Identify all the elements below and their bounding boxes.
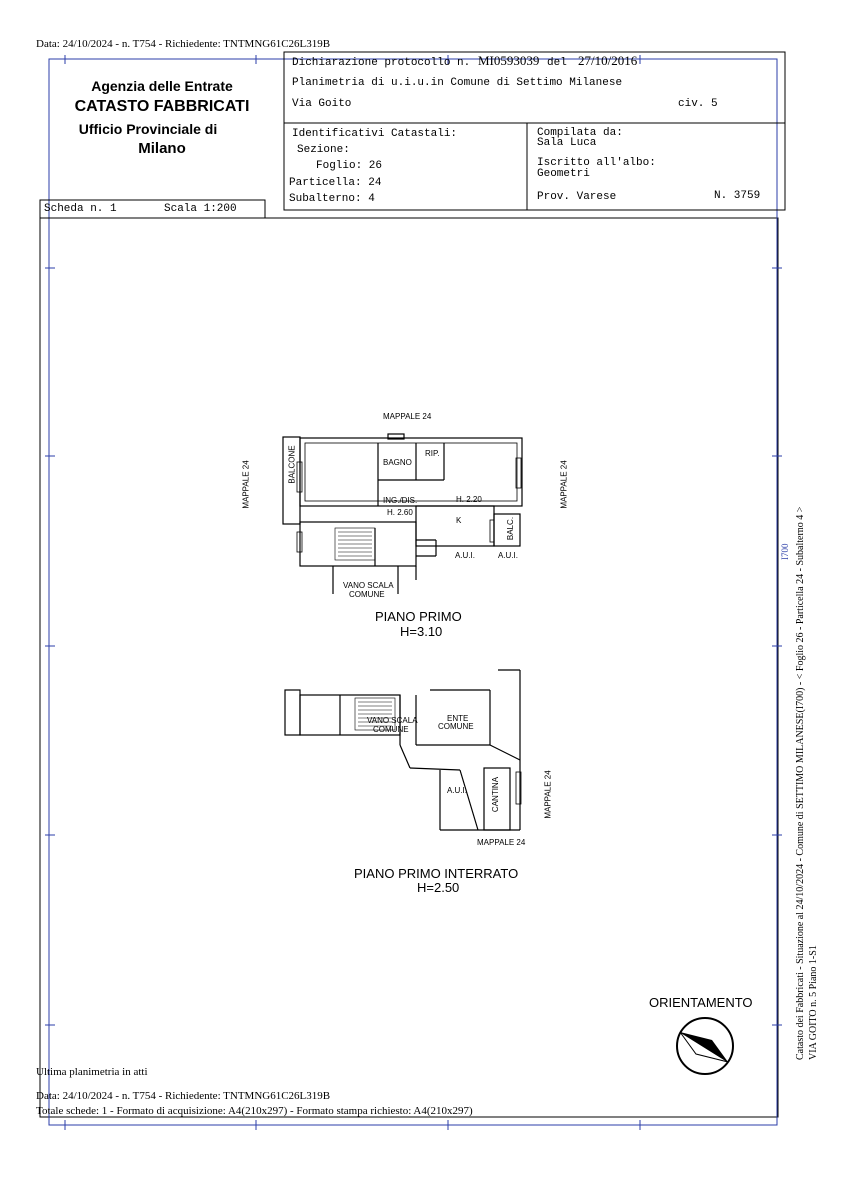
label-h220: H. 2.20	[456, 495, 482, 504]
label-comune: COMUNE	[349, 590, 385, 599]
orientamento-title: ORIENTAMENTO	[649, 995, 753, 1010]
label-vano-scala: VANO SCALA	[343, 581, 394, 590]
label-balcone: BALCONE	[287, 445, 297, 484]
compilata-prov: Prov. Varese	[537, 191, 617, 203]
footer-ultima: Ultima planimetria in atti	[36, 1066, 148, 1078]
protocol-number: MI0593039	[478, 53, 540, 68]
label-mappale-right: MAPPALE 24	[559, 460, 569, 509]
label-rip: RIP.	[425, 449, 440, 458]
side-code: I700	[780, 543, 790, 560]
side-note-2: VIA GOITO n. 5 Piano 1-S1	[808, 945, 819, 1060]
label-aui-2: A.U.I.	[498, 551, 519, 560]
compilata-title: Compilata da:	[537, 127, 623, 139]
label-mappale-bottom: MAPPALE 24	[477, 838, 526, 847]
ident-subalterno: Subalterno: 4	[289, 193, 375, 205]
protocol-label: Dichiarazione protocollo n.	[292, 57, 471, 69]
label-aui-1: A.U.I.	[455, 551, 476, 560]
label-mappale-right-2: MAPPALE 24	[543, 770, 553, 819]
agency-line1: Agenzia delle Entrate	[91, 78, 233, 94]
label-comune-3: COMUNE	[438, 722, 474, 731]
label-ente: ENTE	[447, 714, 469, 723]
compilata-albo: Geometri	[537, 168, 590, 180]
footer-stamp: Data: 24/10/2024 - n. T754 - Richiedente: TNTMNG61C26L319B	[36, 1090, 331, 1102]
protocol-date: 27/10/2016	[578, 53, 638, 68]
agency-line4: Milano	[138, 140, 186, 157]
label-vano-scala-2: VANO SCALA	[367, 716, 418, 725]
protocol-del: del	[547, 57, 567, 69]
address-street: Via Goito	[292, 98, 352, 110]
agency-line2: CATASTO FABBRICATI	[74, 98, 250, 115]
side-note: Catasto dei Fabbricati - Situazione al 24/10/2024 - Comune di SETTIMO MILANESE(I700) - < Foglio 26 - Particella 24 - Subalterno 4 >	[795, 506, 806, 1060]
scheda-number: Scheda n. 1	[44, 203, 117, 215]
compilata-n: N. 3759	[714, 190, 761, 202]
label-bagno: BAGNO	[383, 458, 412, 467]
label-comune-2: COMUNE	[373, 725, 409, 734]
compilata-iscritto: Iscritto all'albo:	[537, 157, 656, 169]
label-h310: H=3.10	[400, 624, 443, 639]
label-mappale-left: MAPPALE 24	[241, 460, 251, 509]
label-mappale-top: MAPPALE 24	[383, 412, 432, 421]
label-balc: BALC.	[506, 516, 516, 541]
drawing-frame	[40, 218, 778, 1117]
ident-title: Identificativi Catastali:	[292, 128, 458, 140]
compilata-name: Sala Luca	[537, 137, 597, 149]
footer-totale: Totale schede: 1 - Formato di acquisizione: A4(210x297) - Formato stampa richiesto: A4(210x297)	[36, 1105, 473, 1117]
label-aui-3: A.U.I.	[447, 786, 468, 795]
ident-particella: Particella: 24	[289, 177, 382, 189]
header-stamp: Data: 24/10/2024 - n. T754 - Richiedente: TNTMNG61C26L319B	[36, 38, 331, 50]
label-piano-primo: PIANO PRIMO	[375, 609, 462, 624]
agency-line3: Ufficio Provinciale di	[78, 121, 218, 137]
label-h260: H. 2.60	[387, 508, 413, 517]
label-h250: H=2.50	[417, 880, 460, 895]
label-ing-dis: ING./DIS.	[383, 496, 418, 505]
planimetria-title: Planimetria di u.i.u.in Comune di Settimo Milanese	[292, 77, 623, 89]
label-k: K	[456, 516, 462, 525]
address-civ: civ. 5	[678, 98, 718, 110]
ident-foglio: Foglio: 26	[316, 160, 383, 172]
ident-sezione: Sezione:	[297, 144, 350, 156]
label-piano-interrato: PIANO PRIMO INTERRATO	[354, 866, 519, 881]
compass-icon	[677, 1018, 733, 1074]
scheda-scala: Scala 1:200	[164, 203, 237, 215]
label-cantina: CANTINA	[491, 776, 501, 813]
